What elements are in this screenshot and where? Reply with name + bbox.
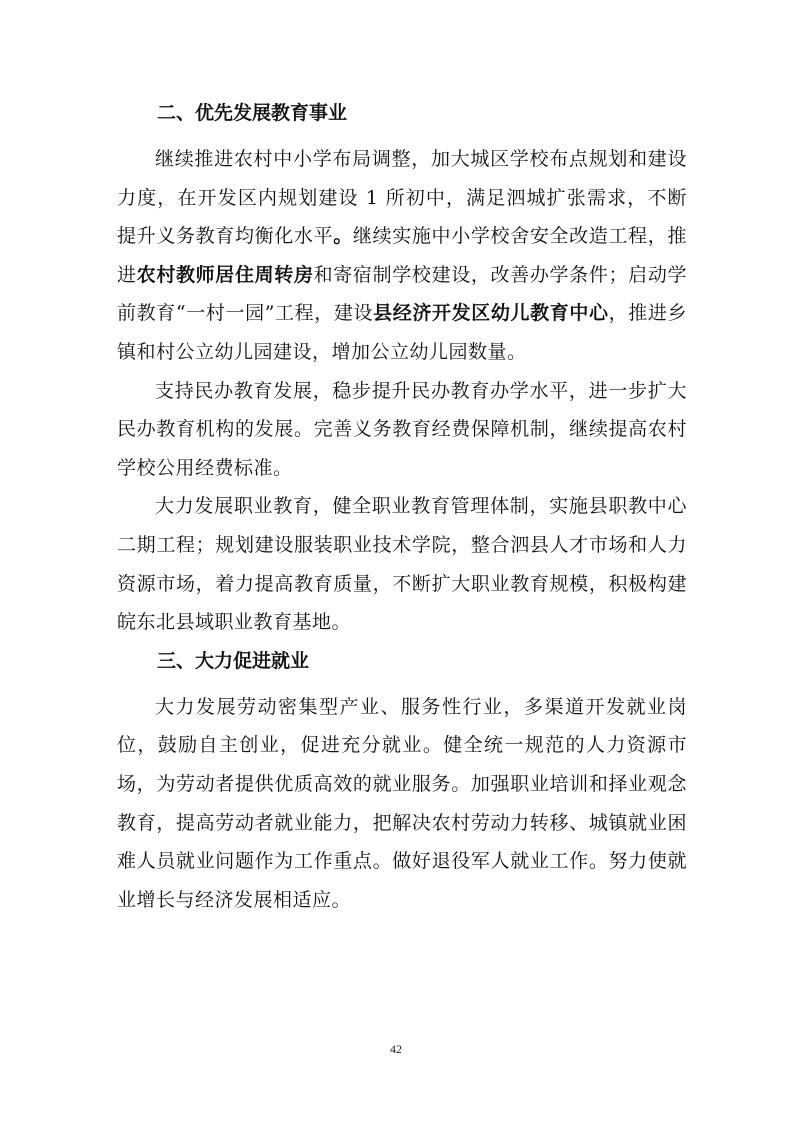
paragraph-text: 继续实施中小学校舍安全改造工程，推进 xyxy=(117,225,687,286)
section-heading-education: 二、优先发展教育事业 xyxy=(157,102,348,124)
page-number: 42 xyxy=(390,1042,402,1056)
page-content xyxy=(117,100,687,919)
section-heading-employment: 三、大力促进就业 xyxy=(157,649,310,672)
paragraph-text-bold: 。 xyxy=(333,225,353,248)
paragraph-text: 继续推进农村中小学布局调整，加大城区学校布点规划和建设力度，在开发区内规划建设 1 所初中，满足泗城扩张需求，不断提升义务教育均衡化水平 xyxy=(117,148,687,248)
paragraph-text: 和寄宿制学校建设，改善办学条件；启动学前教育“一村一园”工程，建设 xyxy=(117,263,687,325)
paragraph-private-education: 支持民办教育发展，稳步提升民办教育办学水平，进一步扩大民办教育机构的发展。完善义务教育经费保障机制，继续提高农村学校公用经费标准。 xyxy=(117,379,687,479)
paragraph-employment: 大力发展劳动密集型产业、服务性行业，多渠道开发就业岗位，鼓励自主创业，促进充分就业。健全统一规范的人力资源市场，为劳动者提供优质高效的就业服务。加强职业培训和择业观念教育，提高劳动者就业能力，把解决农村劳动力转移、城镇就业困难人员就业问题作为工作重点。做好退役军人就业工作。努力使就业增长与经济发展相适应。 xyxy=(117,695,687,911)
paragraph-text-bold: 农村教师居住周转房 xyxy=(136,263,314,286)
paragraph-vocational-education: 大力发展职业教育，健全职业教育管理体制，实施县职教中心二期工程；规划建设服装职业技术学院，整合泗县人才市场和人力资源市场，着力提高教育质量，不断扩大职业教育规模，积极构建皖东北县域职业教育基地。 xyxy=(117,495,687,634)
paragraph-text: ，推进乡镇和村公立幼儿园建设，增加公立幼儿园数量。 xyxy=(117,302,687,363)
paragraph-text-bold: 县经济开发区幼儿教育中心 xyxy=(373,302,609,325)
paragraph-education-layout xyxy=(117,140,687,372)
